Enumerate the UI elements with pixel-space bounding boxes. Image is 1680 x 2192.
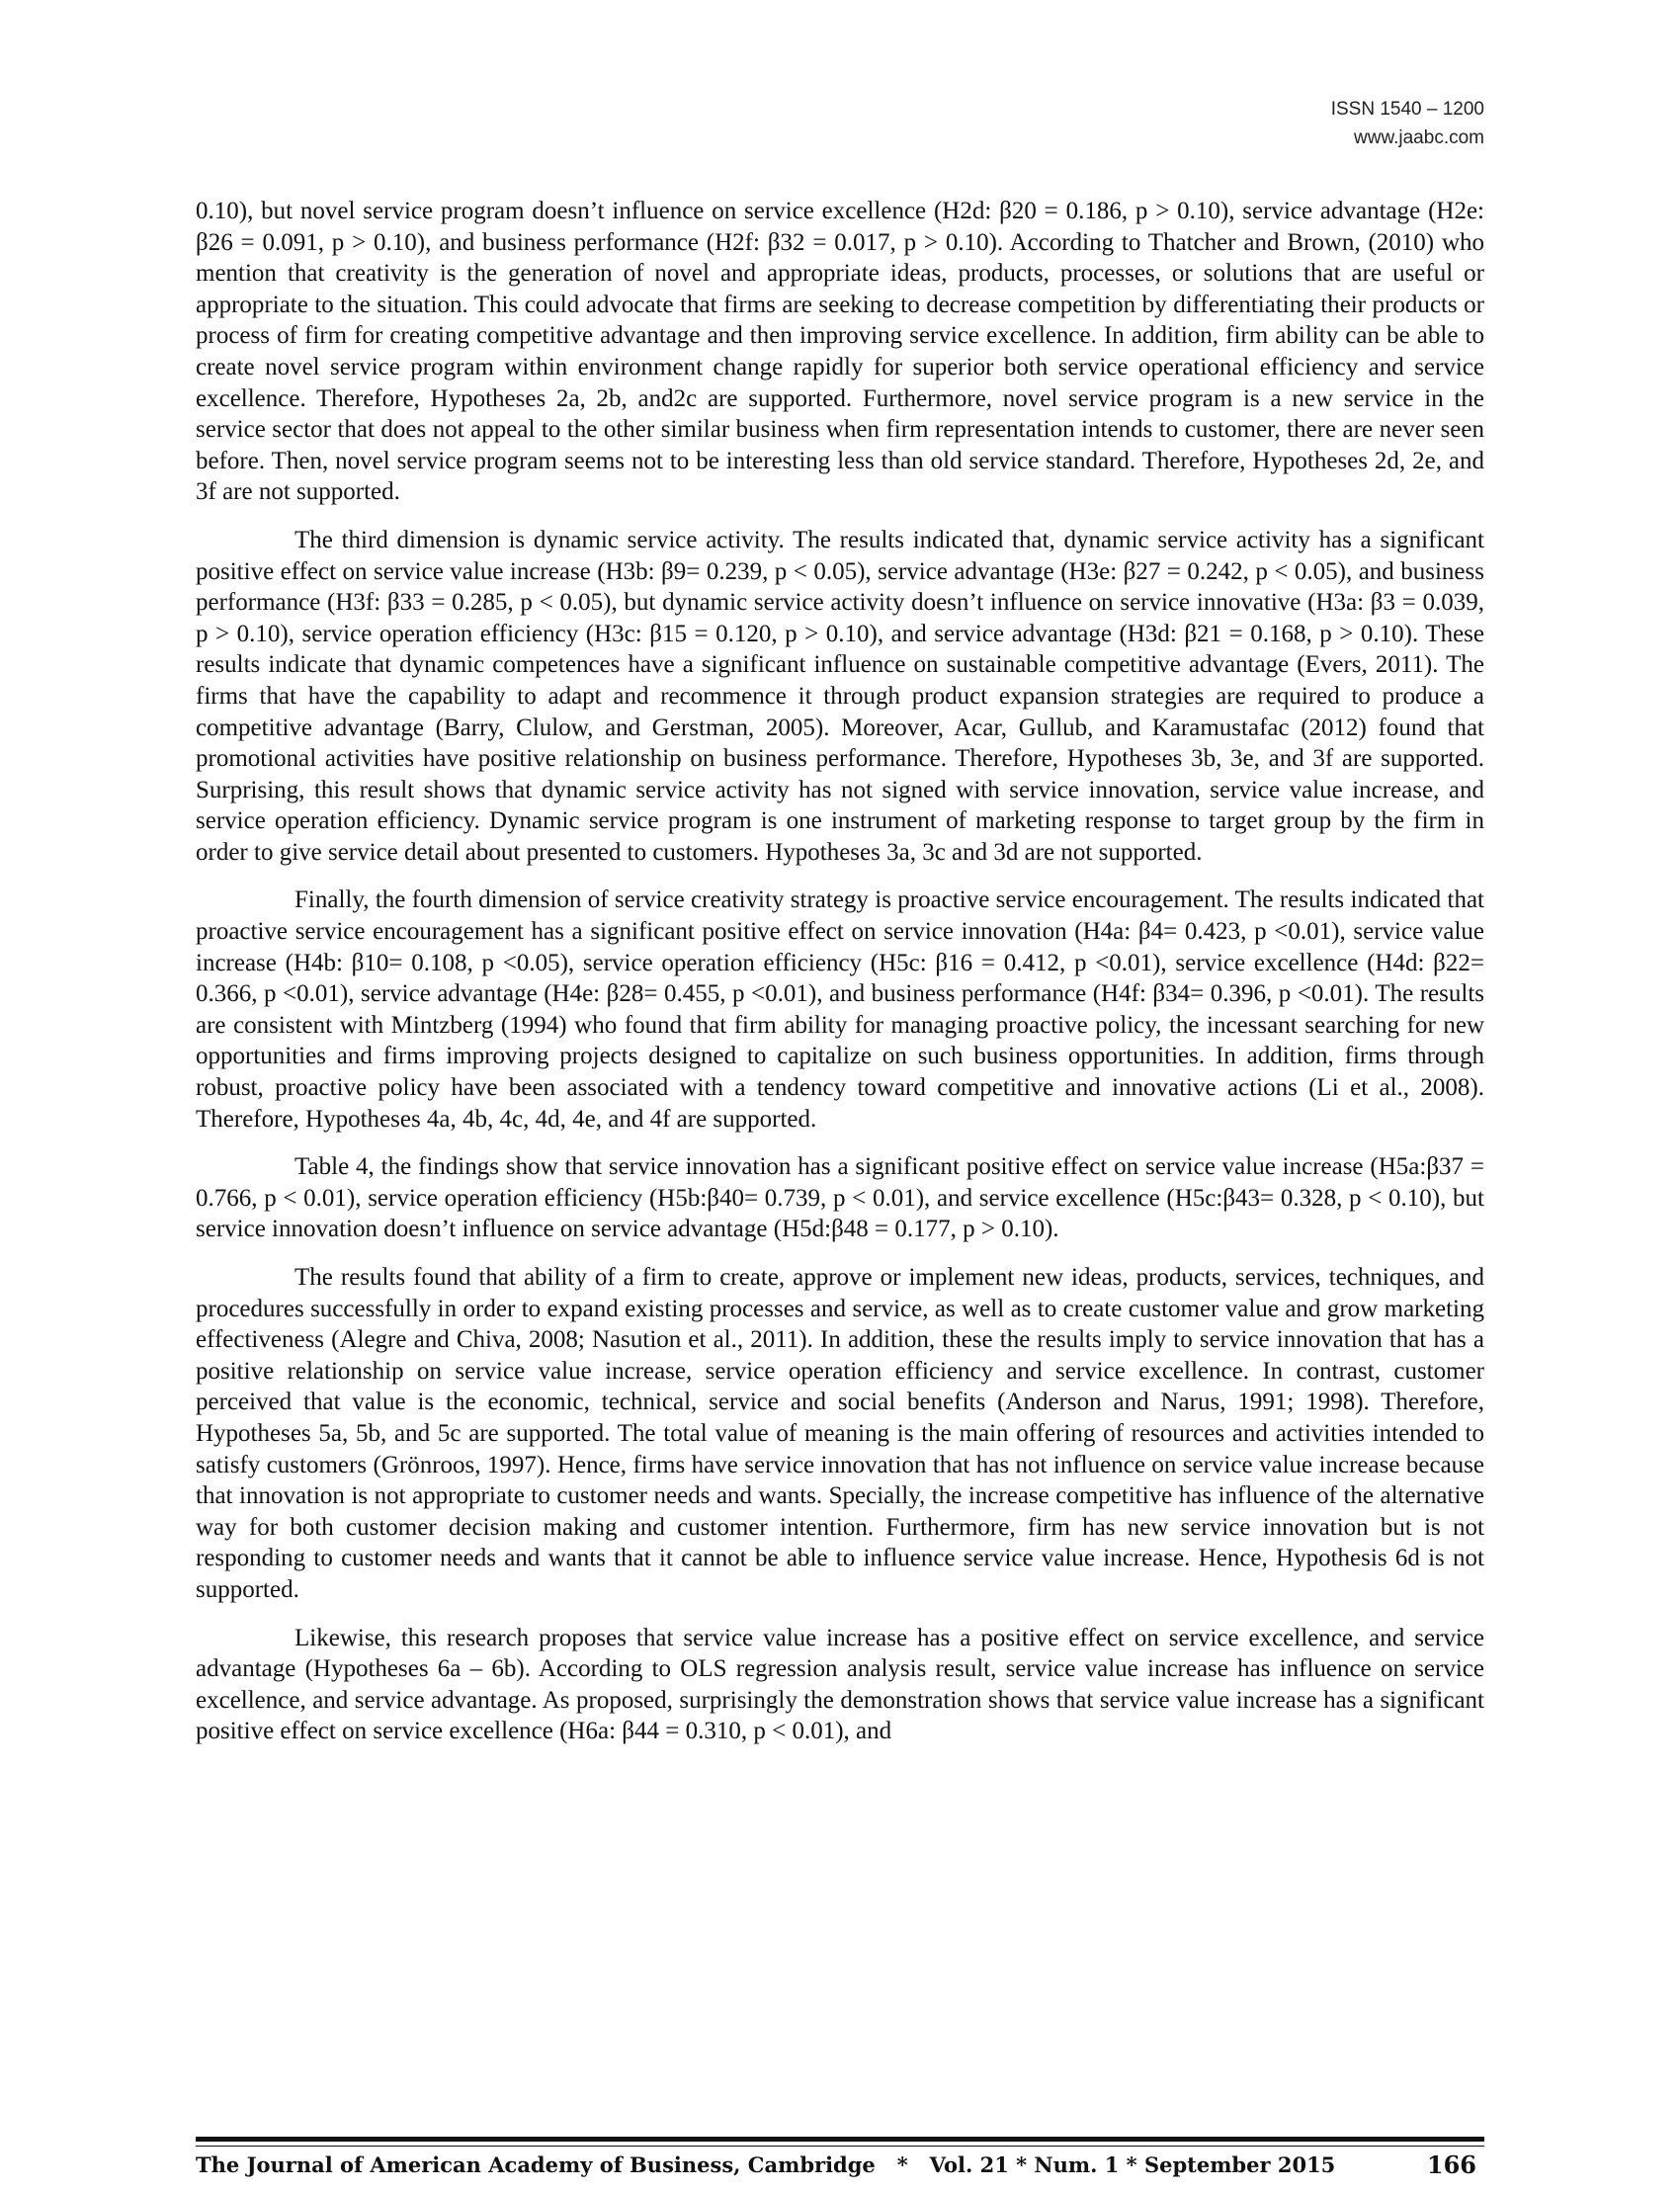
paragraph: The results found that ability of a firm to create, approve or implement new ideas, products, services, techniques, and procedures successfully in order to expand existing processes and service, as well as to create customer value and grow marketing effectiveness (Alegre and Chiva, 2008; Nasution et al., 2011). In addition, these the results imply to service innovation that has a positive relationship on service value increase, service operation efficiency and service excellence. In contrast, customer perceived that value is the economic, technical, service and social benefits (Anderson and Narus, 1991; 1998). Therefore, Hypotheses 5a, 5b, and 5c are supported. The total value of meaning is the main offering of resources and activities intended to satisfy customers (Grönroos, 1997). Hence, firms have service innovation that has not influence on service value increase because that innovation is not appropriate to customer needs and wants. Specially, the increase competitive has influence of the alternative way for both customer decision making and customer intention. Furthermore, firm has new service innovation but is not responding to customer needs and wants that it cannot be able to influence service value increase. Hence, Hypothesis 6d is not supported. [196, 1264, 1484, 1603]
paragraph: 0.10), but novel service program doesn’t influence on service excellence (H2d: β20 = 0.186, p > 0.10), service advantage (H2e: β26 = 0.091, p > 0.10), and business performance (H2f: β32 = 0.017, p > 0.10). According to Thatcher and Brown, (2010) who mention that creativity is the generation of novel and appropriate ideas, products, processes, or solutions that are useful or appropriate to the situation. This could advocate that firms are seeking to decrease competition by differentiating their products or process of firm for creating competitive advantage and then improving service excellence. In addition, firm ability can be able to create novel service program within environment change rapidly for superior both service operational efficiency and service excellence. Therefore, Hypotheses 2a, 2b, and2c are supported. Furthermore, novel service program is a new service in the service sector that does not appeal to the other similar business when firm representation intends to customer, there are never seen before. Then, novel service program seems not to be interesting less than old service standard. Therefore, Hypotheses 2d, 2e, and 3f are not supported. [196, 198, 1484, 506]
paragraph: Table 4, the findings show that service innovation has a significant positive effect on service value increase (H5a:β37 = 0.766, p < 0.01), service operation efficiency (H5b:β40= 0.739, p < 0.01), and service excellence (H5c:β43= 0.328, p < 0.10), but service innovation doesn’t influence on service advantage (H5d:β48 = 0.177, p > 0.10). [196, 1153, 1484, 1243]
journal-citation: The Journal of American Academy of Business, Cambridge * Vol. 21 * Num. 1 * September 2015 [196, 2152, 1336, 2177]
body-text [196, 196, 1484, 1747]
paragraph: Likewise, this research proposes that service value increase has a positive effect on service excellence, and service advantage (Hypotheses 6a – 6b). According to OLS regression analysis result, service value increase has influence on service excellence, and service advantage. As proposed, surprisingly the demonstration shows that service value increase has a significant positive effect on service excellence (H6a: β44 = 0.310, p < 0.01), and [196, 1624, 1484, 1745]
website-label: www.jaabc.com [1354, 127, 1484, 148]
paragraph: Finally, the fourth dimension of service creativity strategy is proactive service encouragement. The results indicated that proactive service encouragement has a significant positive effect on service innovation (H4a: β4= 0.423, p <0.01), service value increase (H4b: β10= 0.108, p <0.05), service operation efficiency (H5c: β16 = 0.412, p <0.01), service excellence (H4d: β22= 0.366, p <0.01), service advantage (H4e: β28= 0.455, p <0.01), and business performance (H4f: β34= 0.396, p <0.01). The results are consistent with Mintzberg (1994) who found that firm ability for managing proactive policy, the incessant searching for new opportunities and firms improving projects designed to capitalize on such business opportunities. In addition, firms through robust, proactive policy have been associated with a tendency toward competitive and innovative actions (Li et al., 2008). Therefore, Hypotheses 4a, 4b, 4c, 4d, 4e, and 4f are supported. [196, 886, 1484, 1133]
paragraph: The third dimension is dynamic service activity. The results indicated that, dynamic service activity has a significant positive effect on service value increase (H3b: β9= 0.239, p < 0.05), service advantage (H3e: β27 = 0.242, p < 0.05), and business performance (H3f: β33 = 0.285, p < 0.05), but dynamic service activity doesn’t influence on service innovative (H3a: β3 = 0.039, p > 0.10), service operation efficiency (H3c: β15 = 0.120, p > 0.10), and service advantage (H3d: β21 = 0.168, p > 0.10). These results indicate that dynamic competences have a significant influence on sustainable competitive advantage (Evers, 2011). The firms that have the capability to adapt and recommence it through product expansion strategies are required to produce a competitive advantage (Barry, Clulow, and Gerstman, 2005). Moreover, Acar, Gullub, and Karamustafac (2012) found that promotional activities have positive relationship on business performance. Therefore, Hypotheses 3b, 3e, and 3f are supported. Surprising, this result shows that dynamic service activity has not signed with service innovation, service value increase, and service operation efficiency. Dynamic service program is one instrument of marketing response to target group by the firm in order to give service detail about presented to customers. Hypotheses 3a, 3c and 3d are not supported. [196, 526, 1484, 866]
page-header [1069, 95, 1484, 152]
footer-rule [196, 2137, 1484, 2147]
page-number: 166 [1426, 2150, 1476, 2179]
issn-label: ISSN 1540 – 1200 [1330, 99, 1484, 120]
page-footer [196, 2152, 1484, 2192]
